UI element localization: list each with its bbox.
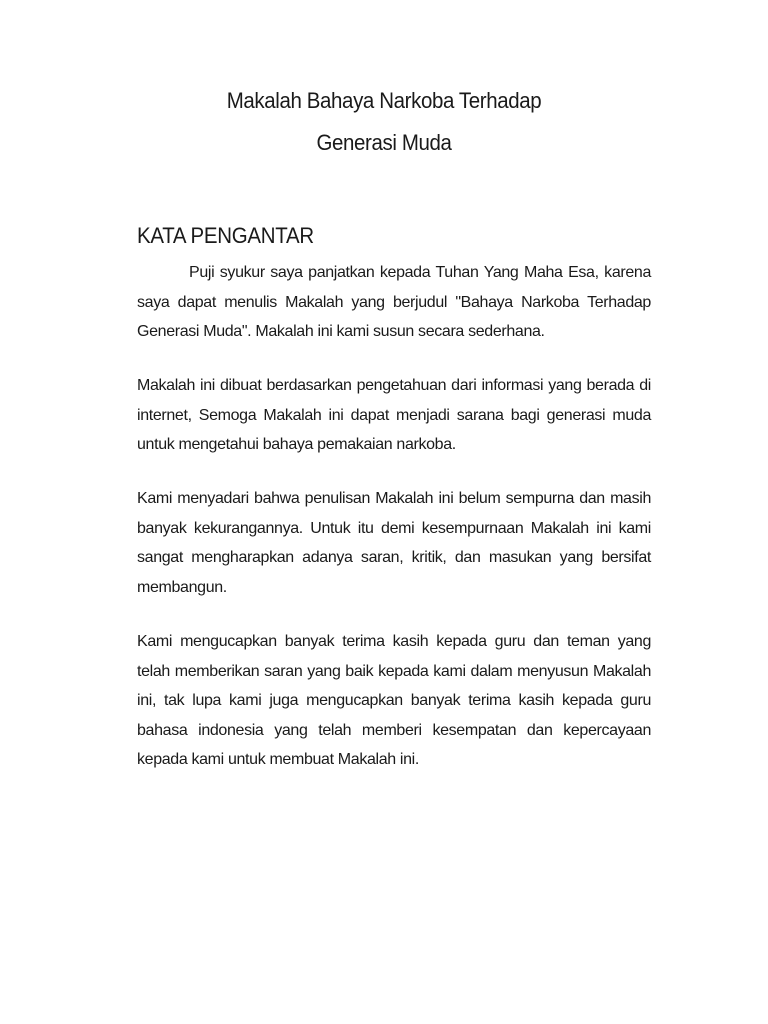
paragraph-4: Kami mengucapkan banyak terima kasih kepada guru dan teman yang telah memberikan saran yang baik kepada kami dalam menyusun Makalah ini, tak lupa kami juga mengucapkan banyak terima kasih kepada guru bahasa indonesia yang telah memberi kesempatan dan kepercayaan kepada kami untuk membuat Makalah ini. [137,633,651,768]
document-title-line-2: Generasi Muda [316,130,452,155]
document-title-line-1: Makalah Bahaya Narkoba Terhadap [226,88,542,113]
paragraph-1: Puji syukur saya panjatkan kepada Tuhan Yang Maha Esa, karena saya dapat menulis Makalah yang berjudul "Bahaya Narkoba Terhadap Generasi Muda". Makalah ini kami susun secara sederhana. [137,264,651,340]
paragraph-2: Makalah ini dibuat berdasarkan pengetahuan dari informasi yang berada di internet, Semoga Makalah ini dapat menjadi sarana bagi generasi muda untuk mengetahui bahaya pemakaian narkoba. [137,377,651,453]
paragraph-3: Kami menyadari bahwa penulisan Makalah ini belum sempurna dan masih banyak kekurangannya. Untuk itu demi kesempurnaan Makalah ini kami sangat mengharapkan adanya saran, kritik, dan masukan yang bersifat membangun. [137,490,651,596]
section-heading: KATA PENGANTAR [137,223,314,248]
